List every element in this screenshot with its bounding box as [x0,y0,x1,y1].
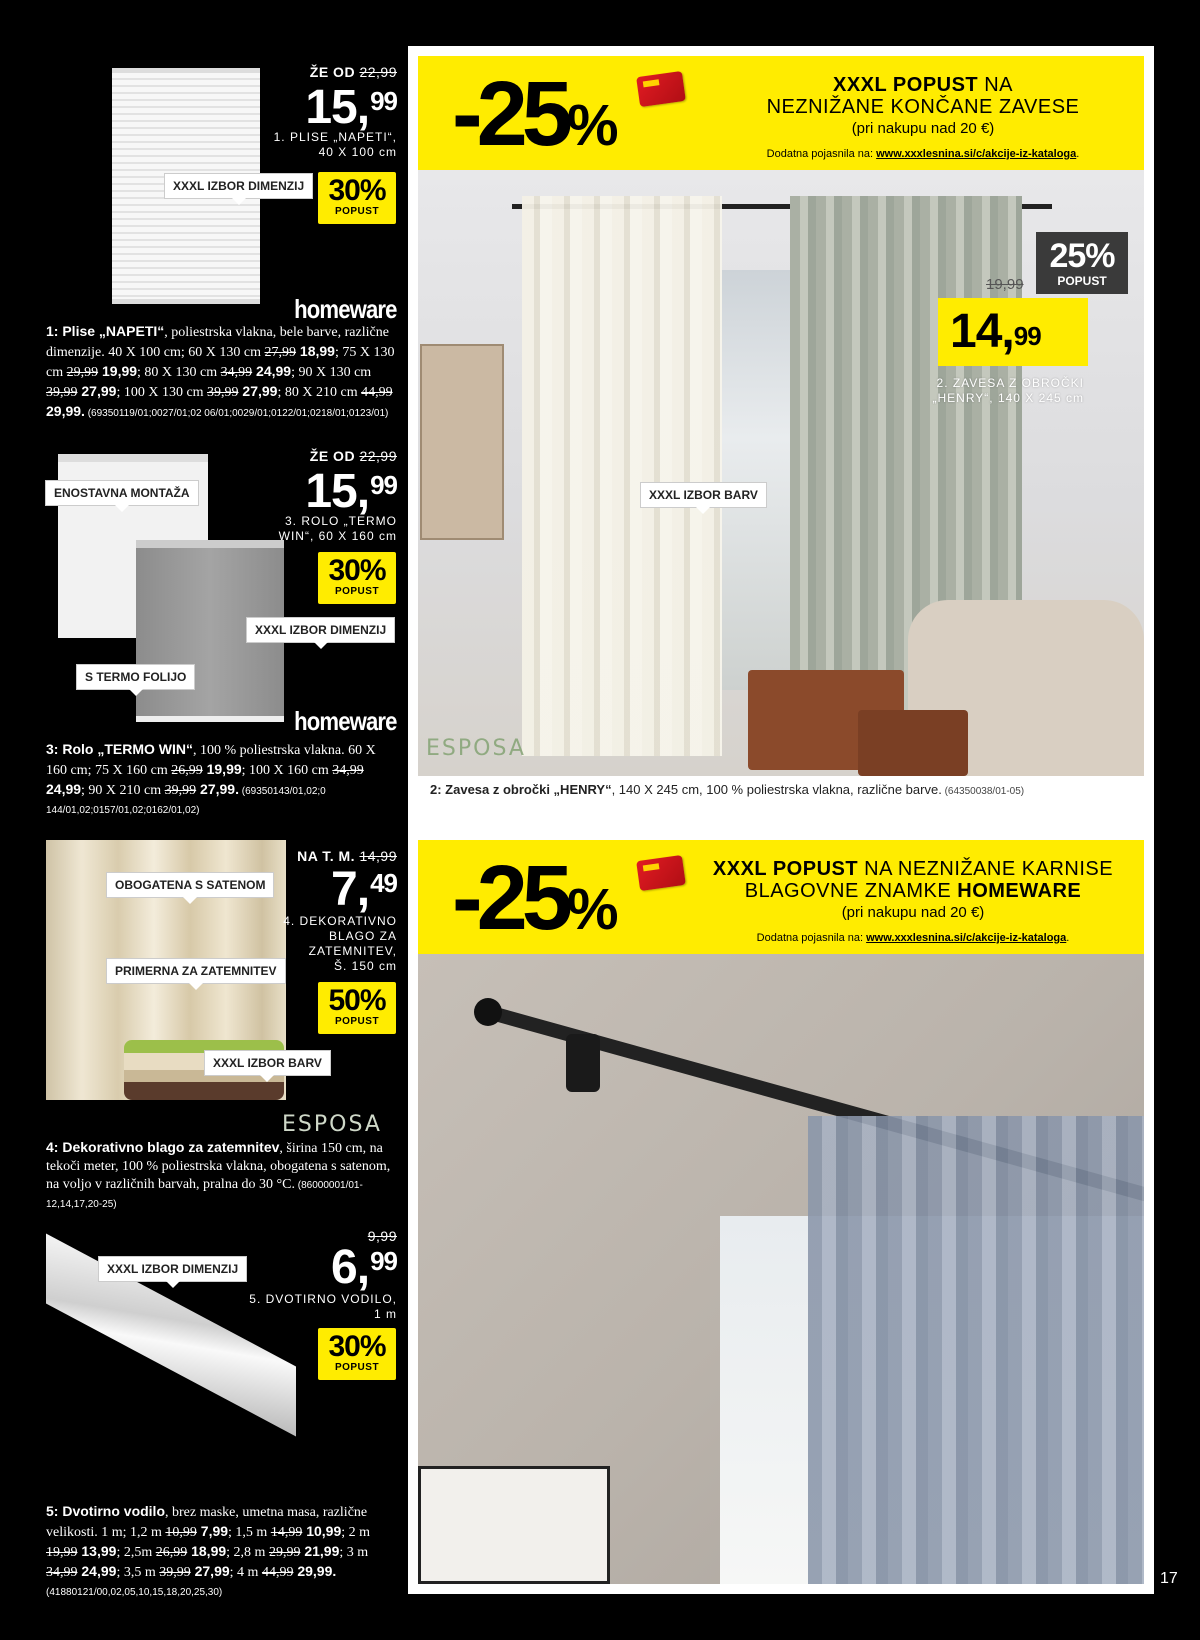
p3-desc-old: 34,99 [332,763,364,778]
p3-discount-badge [318,552,396,604]
p1-brand-logo: homeware [294,294,397,324]
p4-brand-logo: ESPOSA [282,1112,382,1137]
p5-description [46,1502,396,1602]
photo1-price-cents: 99 [1013,321,1041,351]
p1-badge-pct: 30% [328,174,386,207]
p3-desc-title: 3: Rolo „TERMO WIN“ [46,741,193,757]
loyalty-card-icon [636,71,686,107]
photo1-tag-text: XXXL IZBOR BARV [649,488,758,502]
photo1-old-price-value: 19,99 [986,276,1024,293]
p4-desc-text: , širina 150 cm, na tekoči meter, 100 % poliestrska vlakna, obogatena s satenom, na voljo v različnih barvah, pralna do 30 °C. [46,1141,391,1192]
p5-badge-pct: 30% [328,1330,386,1363]
p5-old-price: 9,99 [367,1228,397,1244]
p5-desc-old: 26,99 [155,1545,188,1560]
p5-desc-new: 21,99 [300,1543,340,1559]
p1-desc-old: 44,99 [361,385,393,400]
p3-tag-montaza [45,480,199,506]
p3-description [46,740,396,820]
banner2-pct-sign: % [566,877,617,942]
p1-description [46,322,396,423]
p3-price-cents: 99 [370,470,397,500]
p1-tag-text: XXXL IZBOR DIMENZIJ [173,179,305,193]
p3-badge-pct: 30% [328,554,386,587]
p5-desc-new: 10,99 [302,1523,342,1539]
p1-badge-label: POPUST [334,206,380,217]
p5-name-line2: 1 m [373,1307,397,1321]
p1-old-price: 22,99 [359,64,397,80]
p4-tag-zatemnitev [106,958,286,984]
p1-desc-new: 27,99 [238,383,278,399]
p5-desc-new: 24,99 [77,1563,117,1579]
banner2-title-brand: HOMEWARE [957,880,1082,902]
p4-price-cents: 49 [370,868,397,898]
rod-end-cap [474,998,502,1026]
p5-desc-new: 18,99 [187,1543,227,1559]
p3-desc-new: 24,99 [46,781,82,797]
p1-desc-text: , poliestrska vlakna, bele barve, različne dimenzije. 40 X 100 cm; 60 X 130 cm [46,325,389,360]
curtain-photo [418,170,1144,776]
p4-from-label: NA T. M. [297,848,356,864]
p5-desc-old: 29,99 [268,1545,301,1560]
p4-tag-barv [204,1050,331,1076]
banner1-pct-value: -25 [452,63,567,165]
banner1-note-text: Dodatna pojasnila na: [766,148,877,160]
p1-desc-old: 34,99 [220,365,253,380]
p5-desc-new: 7,99 [196,1523,229,1539]
photo1-caption-code: (64350038/01-05) [941,786,1025,797]
banner2-title-rest: NA NEZNIŽANE KARNISE [858,858,1114,880]
p1-discount-badge [318,172,396,224]
banner2-pct-value: -25 [452,847,567,949]
p5-desc-old: 44,99 [261,1565,294,1580]
p4-name [283,914,397,974]
photo1-caption [430,782,1150,797]
p3-from-price [310,448,397,464]
p3-old-price: 22,99 [359,448,397,464]
banner1-pct-sign: % [566,93,617,158]
photo1-discount-badge [1036,232,1128,294]
p3-desc-size: ; 100 X 160 cm [241,763,333,778]
p5-price [331,1241,397,1294]
banner1-subtitle: (pri nakupu nad 20 €) [851,120,995,137]
photo1-tag-barv [640,482,767,508]
p5-price-main: 6, [331,1241,370,1294]
curtain-white [522,196,722,756]
p5-badge-label: POPUST [334,1362,380,1373]
p1-desc-size: ; 90 X 130 cm [291,365,372,380]
side-table-2 [858,710,968,776]
wall-art [420,344,504,540]
photo1-name-line2: „HENRY“, 140 X 245 cm [932,391,1084,405]
p4-from-price [297,848,397,864]
p5-desc-old: 10,99 [165,1525,197,1540]
p5-price-cents: 99 [370,1246,397,1276]
p1-name [274,130,397,160]
p4-discount-badge [318,982,396,1034]
p4-name-line3: ZATEMNITEV, [308,944,397,958]
p3-desc-text: , 100 % poliestrska vlakna. 60 X 160 cm; 75 X 160 cm [46,743,376,778]
p1-desc-new: 19,99 [98,363,138,379]
loyalty-card-icon [636,855,686,891]
banner-1 [418,56,1144,170]
p4-name-line4: Š. 150 cm [333,959,397,973]
photo1-badge-label: POPUST [1057,274,1107,288]
p1-price [305,81,397,134]
p1-desc-size: ; 80 X 130 cm [137,365,221,380]
p5-desc-old: 19,99 [46,1545,78,1560]
p5-desc-new: 29,99. [293,1563,337,1579]
p3-name [279,514,397,544]
photo-watermark: ESPOSA [426,736,526,761]
banner1-note [708,148,1138,160]
p5-desc-old: 39,99 [159,1565,191,1580]
p5-desc-size: ; 2,8 m [226,1545,269,1560]
p3-name-line1: 3. ROLO „TERMO [284,514,397,528]
photo1-old-price [986,276,1024,293]
p5-name [249,1292,397,1322]
p1-tag-dimenzij [164,173,313,199]
p3-price-main: 15, [305,465,370,518]
p3-tag-montaza-text: ENOSTAVNA MONTAŽA [54,486,190,500]
photo1-name-line1: 2. ZAVESA Z OBROČKI [936,376,1084,390]
photo1-price [938,298,1088,366]
p1-desc-new: 27,99 [77,383,117,399]
p4-tag-saten [106,872,274,898]
p5-desc-size: ; 2 m [341,1525,371,1540]
sheer-curtain [808,1116,1144,1584]
photo1-badge-pct: 25% [1049,237,1115,275]
p3-desc-size: ; 90 X 210 cm [81,783,165,798]
p5-tag-dimenzij [98,1256,247,1282]
p1-desc-old: 27,99 [264,345,297,360]
p1-desc-size: ; 80 X 210 cm [277,385,362,400]
p3-desc-new: 19,99 [202,761,242,777]
banner1-title-rest: NA [978,74,1013,96]
p4-price-main: 7, [331,863,370,916]
p4-description [46,1138,396,1214]
banner1-title-bold: XXXL POPUST [832,74,979,96]
p1-desc-new: 29,99. [46,403,85,419]
p4-price [331,863,397,916]
p3-tag-dimenzij [246,617,395,643]
p4-badge-label: POPUST [334,1016,380,1027]
p4-badge-pct: 50% [328,984,386,1017]
banner1-title-line2: NEZNIŽANE KONČANE ZAVESE [766,96,1080,118]
p1-desc-title: 1: Plise „NAPETI“ [46,323,165,339]
p5-desc-size: ; 2,5m [116,1545,156,1560]
p1-desc-old: 39,99 [46,385,78,400]
p1-desc-code: (69350119/01;0027/01;02 06/01;0029/01;0122/01;0218/01;0123/01) [84,408,389,419]
banner2-link[interactable]: www.xxxlesnina.si/c/akcije-iz-kataloga [866,932,1067,944]
p5-desc-new: 13,99 [77,1543,117,1559]
p1-desc-new: 24,99 [252,363,292,379]
p4-name-line2: BLAGO ZA [328,929,397,943]
p3-tag-folija [76,664,195,690]
p1-desc-old: 39,99 [207,385,239,400]
p1-from-price [310,64,397,80]
photo1-product-name [933,376,1085,406]
p5-desc-size: ; 3,5 m [116,1565,160,1580]
p1-name-line2: 40 X 100 cm [318,145,397,159]
banner2-title-line2: BLAGOVNE ZNAMKE [744,880,958,902]
p1-price-main: 15, [305,81,370,134]
photo1-caption-title: 2: Zavesa z obročki „HENRY“ [430,782,612,797]
p4-desc-title: 4: Dekorativno blago za zatemnitev [46,1139,280,1155]
p5-desc-old: 14,99 [270,1525,303,1540]
p5-desc-title: 5: Dvotirno vodilo [46,1503,165,1519]
banner2-title-bold: XXXL POPUST [712,858,859,880]
banner-2 [418,840,1144,954]
banner1-link[interactable]: www.xxxlesnina.si/c/akcije-iz-kataloga [876,148,1077,160]
p4-tag-saten-text: OBOGATENA S SATENOM [115,878,266,892]
banner2-subtitle: (pri nakupu nad 20 €) [841,904,985,921]
banner1-percent [452,63,617,165]
p1-price-cents: 99 [370,86,397,116]
p1-from-label: ŽE OD [309,64,356,80]
rod-bracket [566,1034,600,1092]
curtain-rod-photo [418,954,1144,1584]
p3-badge-label: POPUST [334,586,380,597]
p5-desc-size: ; 3 m [339,1545,369,1560]
banner2-note-end: . [1066,932,1070,944]
p5-old-price-wrap [368,1228,397,1244]
page-number: 17 [1160,1570,1178,1587]
p1-desc-size: ; 75 X 130 cm [46,345,395,380]
p5-tag-text: XXXL IZBOR DIMENZIJ [107,1262,239,1276]
p5-name-line1: 5. DVOTIRNO VODILO, [249,1292,397,1306]
p5-desc-text: , brez maske, umetna masa, različne velikosti. 1 m; 1,2 m [46,1505,368,1540]
p3-tag-dim-text: XXXL IZBOR DIMENZIJ [255,623,387,637]
p1-name-line1: 1. PLISE „NAPETI“, [273,130,397,144]
p4-tag-zatem-text: PRIMERNA ZA ZATEMNITEV [115,964,277,978]
banner2-percent [452,847,617,949]
p4-old-price: 14,99 [359,848,397,864]
p3-desc-new: 27,99. [196,781,239,797]
p3-desc-old: 26,99 [171,763,203,778]
p4-desc-code: (86000001/01-12,14,17,20-25) [46,1180,363,1210]
p5-desc-new: 27,99 [190,1563,230,1579]
p5-desc-size: ; 1,5 m [228,1525,271,1540]
p5-desc-size: ; 4 m [229,1565,262,1580]
p4-tag-barv-text: XXXL IZBOR BARV [213,1056,322,1070]
p3-name-line2: WIN“, 60 X 160 cm [278,529,397,543]
p5-discount-badge [318,1328,396,1380]
photo1-caption-text: , 140 X 245 cm, 100 % poliestrska vlakna, različne barve. [611,782,942,797]
p5-desc-old: 34,99 [46,1565,78,1580]
p5-desc-code: (41880121/00,02,05,10,15,18,20,25,30) [46,1587,223,1598]
banner1-title [708,74,1138,118]
banner1-note-end: . [1076,148,1080,160]
p4-name-line1: 4. DEKORATIVNO [283,914,397,928]
p3-desc-old: 39,99 [164,783,197,798]
p1-desc-old: 29,99 [66,365,99,380]
photo1-price-main: 14, [950,305,1014,358]
p1-desc-new: 18,99 [296,343,335,359]
p3-brand-logo: homeware [294,706,397,736]
banner2-note-text: Dodatna pojasnila na: [756,932,867,944]
p1-desc-size: ; 100 X 130 cm [116,385,208,400]
p3-tag-folija-text: S TERMO FOLIJO [85,670,187,684]
banner2-note [688,932,1138,944]
p3-from-label: ŽE OD [309,448,356,464]
p3-desc-code: (69350143/01,02;0 144/01,02;0157/01,02;0162/01,02) [46,786,326,816]
p3-price [305,465,397,518]
banner2-title [688,858,1138,902]
